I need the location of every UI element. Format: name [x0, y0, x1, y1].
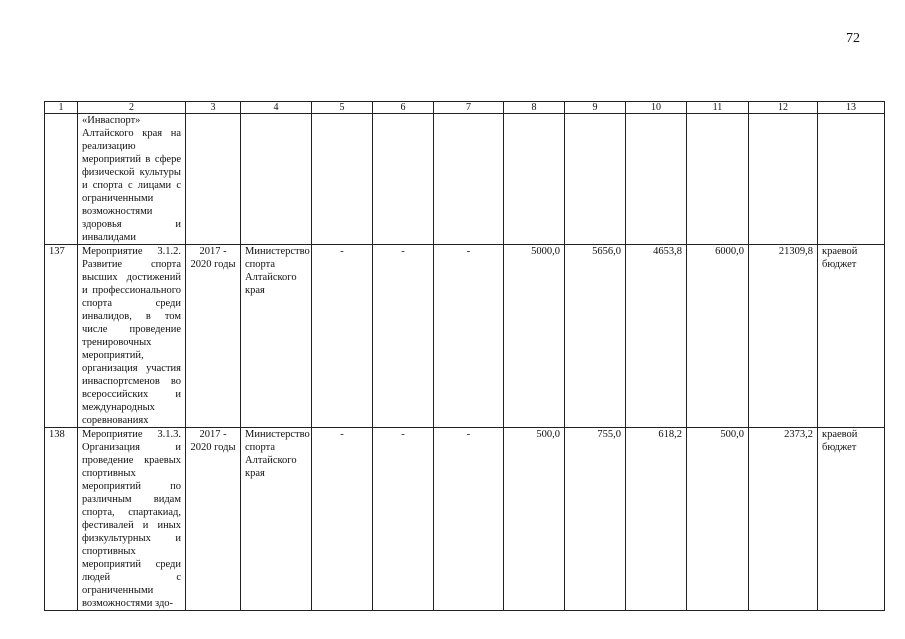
page-number: 72 [846, 31, 860, 46]
column-header: 10 [626, 102, 687, 114]
column-header: 7 [434, 102, 504, 114]
column-header: 13 [818, 102, 885, 114]
value-cell: 6000,0 [687, 245, 749, 428]
period-cell: 2017 - 2020 годы [186, 245, 241, 428]
funding-source-cell: краевой бюджет [818, 428, 885, 611]
executor-cell [241, 114, 312, 245]
table-row [45, 245, 885, 428]
value-cell: 5656,0 [565, 245, 626, 428]
value-cell: 755,0 [565, 428, 626, 611]
funding-source-cell [818, 114, 885, 245]
column-header: 12 [749, 102, 818, 114]
total-cell [749, 114, 818, 245]
value-cell [687, 114, 749, 245]
value-cell: 500,0 [504, 428, 565, 611]
value-cell: - [373, 245, 434, 428]
column-header: 9 [565, 102, 626, 114]
period-cell [186, 114, 241, 245]
row-number-cell: 137 [45, 245, 78, 428]
column-number-header-row [45, 102, 885, 114]
value-cell: 500,0 [687, 428, 749, 611]
column-header: 5 [312, 102, 373, 114]
column-header: 2 [78, 102, 186, 114]
value-cell: - [434, 428, 504, 611]
value-cell [312, 114, 373, 245]
column-header: 6 [373, 102, 434, 114]
value-cell: 618,2 [626, 428, 687, 611]
value-cell [373, 114, 434, 245]
measure-description-cell: Мероприятие 3.1.2. Развитие спорта высших достижений и профессионального спорта среди инвалидов, в том числе проведение тренировочных мероприятий, организация участия инваспортсменов во всероссийских и международных соревнованиях [78, 245, 186, 428]
value-cell: - [312, 245, 373, 428]
value-cell: - [373, 428, 434, 611]
funding-source-cell: краевой бюджет [818, 245, 885, 428]
table-row [45, 428, 885, 611]
measure-description-cell: «Инваспорт» Алтайского края на реализацию мероприятий в сфере физической культуры и спорта с лицами с ограниченными возможностями здоровья и инвалидами [78, 114, 186, 245]
executor-cell: Министерство спорта Алтайского края [241, 245, 312, 428]
period-cell: 2017 - 2020 годы [186, 428, 241, 611]
executor-cell: Министерство спорта Алтайского края [241, 428, 312, 611]
value-cell: 5000,0 [504, 245, 565, 428]
value-cell [504, 114, 565, 245]
column-header: 3 [186, 102, 241, 114]
value-cell [434, 114, 504, 245]
column-header: 1 [45, 102, 78, 114]
column-header: 8 [504, 102, 565, 114]
column-header: 11 [687, 102, 749, 114]
row-number-cell [45, 114, 78, 245]
total-cell: 2373,2 [749, 428, 818, 611]
value-cell: - [312, 428, 373, 611]
column-header: 4 [241, 102, 312, 114]
value-cell [565, 114, 626, 245]
total-cell: 21309,8 [749, 245, 818, 428]
value-cell: - [434, 245, 504, 428]
program-measures-table [44, 101, 885, 611]
value-cell [626, 114, 687, 245]
value-cell: 4653,8 [626, 245, 687, 428]
measure-description-cell: Мероприятие 3.1.3. Организация и проведение краевых спортивных мероприятий по различным видам спорта, спартакиад, фестивалей и иных физкультурных и спортивных мероприятий среди людей с ограниченными возможностями здо- [78, 428, 186, 611]
row-number-cell: 138 [45, 428, 78, 611]
table-row [45, 114, 885, 245]
